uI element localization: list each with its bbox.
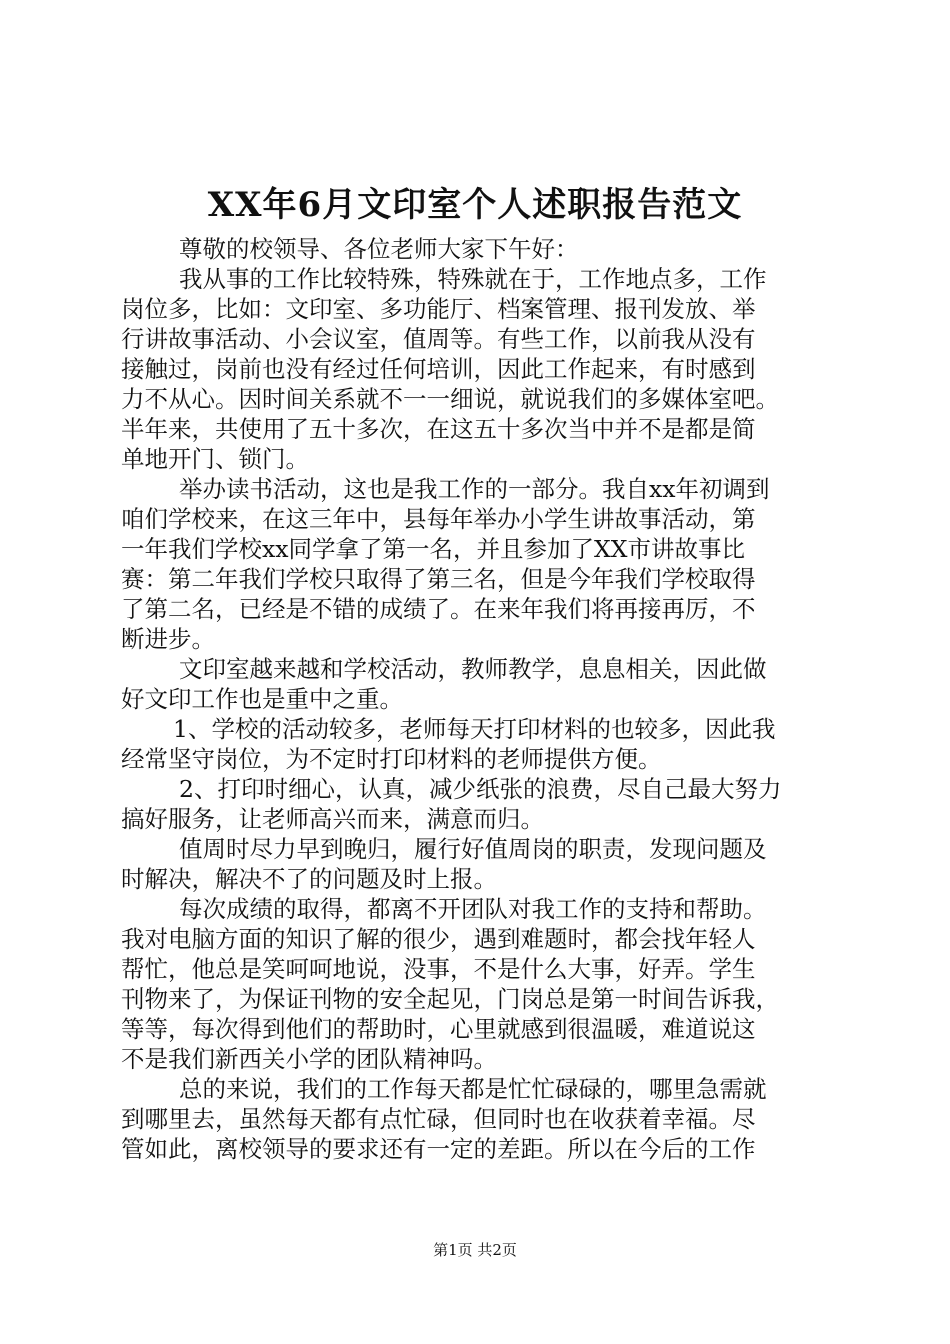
text-line: 等等，每次得到他们的帮助时，心里就感到很温暖，难道说这 <box>121 1015 756 1043</box>
text-line: 到哪里去，虽然每天都有点忙碌，但同时也在收获着幸福。尽 <box>121 1105 756 1133</box>
text-line: 管如此，离校领导的要求还有一定的差距。所以在今后的工作 <box>121 1135 756 1163</box>
text-line: 行讲故事活动、小会议室，值周等。有些工作，以前我从没有 <box>121 325 756 353</box>
text-line: 帮忙，他总是笑呵呵地说，没事，不是什么大事，好弄。学生 <box>121 955 756 983</box>
text-line: 经常坚守岗位，为不定时打印材料的老师提供方便。 <box>121 745 662 773</box>
text-line: 2、打印时细心，认真，减少纸张的浪费，尽自己最大努力 <box>179 775 782 803</box>
text-line: 半年来，共使用了五十多次，在这五十多次当中并不是都是简 <box>121 415 756 443</box>
document-title: XX年6月文印室个人述职报告范文 <box>207 185 743 225</box>
text-line: 咱们学校来，在这三年中，县每年举办小学生讲故事活动，第 <box>121 505 756 533</box>
text-line: 接触过，岗前也没有经过任何培训，因此工作起来，有时感到 <box>121 355 756 383</box>
text-line: 每次成绩的取得，都离不开团队对我工作的支持和帮助。 <box>179 895 767 923</box>
text-line: 我从事的工作比较特殊，特殊就在于，工作地点多，工作 <box>179 265 767 293</box>
document-body <box>121 234 841 1164</box>
text-line: 岗位多，比如：文印室、多功能厅、档案管理、报刊发放、举 <box>121 295 756 323</box>
page-footer: 第1页 共2页 <box>433 1241 517 1259</box>
text-line: 了第二名，已经是不错的成绩了。在来年我们将再接再厉，不 <box>121 595 756 623</box>
text-line: 时解决，解决不了的问题及时上报。 <box>121 865 497 893</box>
text-line: 总的来说，我们的工作每天都是忙忙碌碌的，哪里急需就 <box>179 1075 767 1103</box>
text-line: 尊敬的校领导、各位老师大家下午好： <box>179 235 579 263</box>
text-line: 搞好服务，让老师高兴而来，满意而归。 <box>121 805 544 833</box>
text-line: 不是我们新西关小学的团队精神吗。 <box>121 1045 497 1073</box>
text-line: 一年我们学校xx同学拿了第一名，并且参加了XX市讲故事比 <box>121 535 745 563</box>
text-line: 赛：第二年我们学校只取得了第三名，但是今年我们学校取得 <box>121 565 756 593</box>
text-line: 1、学校的活动较多，老师每天打印材料的也较多，因此我 <box>173 715 776 743</box>
text-line: 断进步。 <box>121 625 215 653</box>
text-line: 力不从心。因时间关系就不一一细说，就说我们的多媒体室吧。 <box>121 385 779 413</box>
text-line: 单地开门、锁门。 <box>121 445 309 473</box>
text-line: 值周时尽力早到晚归，履行好值周岗的职责，发现问题及 <box>179 835 767 863</box>
text-line: 刊物来了，为保证刊物的安全起见，门岗总是第一时间告诉我， <box>121 985 779 1013</box>
text-line: 举办读书活动，这也是我工作的一部分。我自xx年初调到 <box>179 475 770 503</box>
text-line: 文印室越来越和学校活动，教师教学，息息相关，因此做 <box>179 655 767 683</box>
text-line: 好文印工作也是重中之重。 <box>121 685 403 713</box>
text-line: 我对电脑方面的知识了解的很少，遇到难题时，都会找年轻人 <box>121 925 756 953</box>
